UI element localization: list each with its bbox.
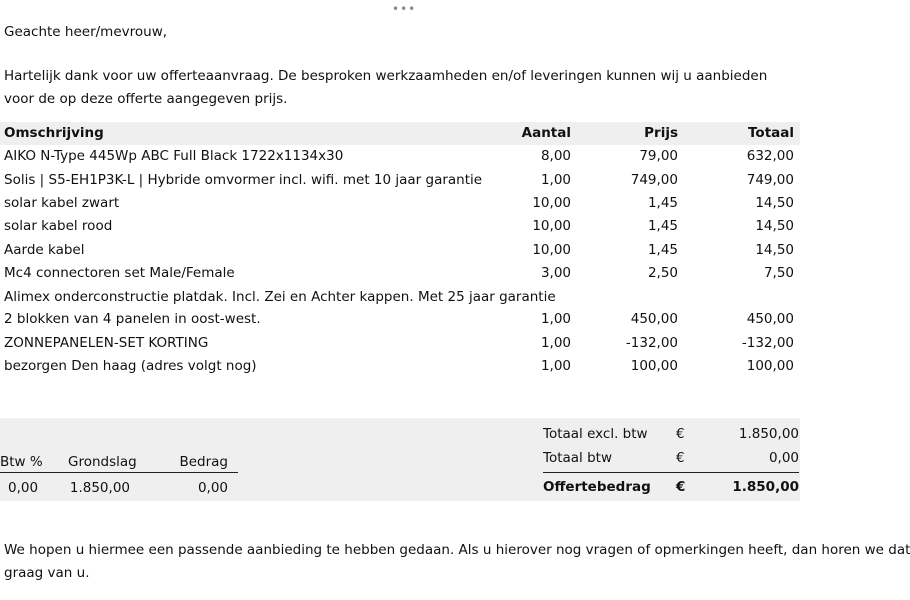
total-excl-vat-label: Totaal excl. btw — [543, 426, 648, 442]
vat-base: 1.850,00 — [69, 480, 130, 496]
table-row — [0, 169, 800, 192]
row-description: Solis | S5-EH1P3K-L | Hybride omvormer incl. wifi. met 10 jaar garantie — [4, 172, 483, 188]
currency-symbol: € — [676, 450, 685, 466]
table-row — [0, 192, 800, 215]
offer-amount-value: 1.850,00 — [732, 479, 799, 495]
row-description: Alimex onderconstructie platdak. Incl. Zei en Achter kappen. Met 25 jaar garantie — [4, 289, 556, 305]
currency-symbol: € — [676, 479, 686, 495]
row-quantity: 1,00 — [540, 172, 571, 188]
row-price: -132,00 — [625, 335, 678, 351]
row-description: solar kabel zwart — [4, 195, 120, 211]
row-price: 1,45 — [647, 218, 678, 234]
total-vat-value: 0,00 — [768, 450, 799, 466]
header-total: Totaal — [748, 125, 794, 141]
row-price: 749,00 — [630, 172, 678, 188]
row-description: solar kabel rood — [4, 218, 113, 234]
greeting: Geachte heer/mevrouw, — [4, 24, 168, 40]
table-row — [0, 332, 800, 355]
row-total: 100,00 — [746, 358, 794, 374]
total-excl-vat — [543, 426, 799, 448]
row-description: AIKO N-Type 445Wp ABC Full Black 1722x1134x30 — [4, 148, 344, 164]
intro-text: Hartelijk dank voor uw offerteaanvraag. De besproken werkzaamheden en/of leveringen kunnen wij u aanbieden voor de op deze offerte aangegeven prijs. — [4, 68, 768, 107]
row-price: 450,00 — [630, 311, 678, 327]
table-row — [0, 262, 800, 285]
row-total: 14,50 — [755, 218, 794, 234]
vat-header-percent: Btw % — [0, 454, 43, 470]
header-price: Prijs — [644, 125, 678, 141]
table-row — [0, 215, 800, 238]
row-price: 1,45 — [647, 242, 678, 258]
totals-divider — [543, 472, 799, 473]
vat-table-header — [0, 452, 238, 473]
table-row — [0, 239, 800, 262]
vat-header-base: Grondslag — [68, 454, 137, 470]
more-icon[interactable]: ••• — [392, 2, 417, 16]
header-quantity: Aantal — [521, 125, 571, 141]
row-quantity: 10,00 — [532, 195, 571, 211]
row-price: 100,00 — [630, 358, 678, 374]
table-row — [0, 355, 800, 378]
vat-header-amount: Bedrag — [179, 454, 228, 470]
row-quantity: 3,00 — [540, 265, 571, 281]
header-description: Omschrijving — [4, 125, 104, 141]
row-price: 79,00 — [639, 148, 678, 164]
closing-line-1: We hopen u hiermee een passende aanbieding te hebben gedaan. Als u hierover nog vragen of opmerkingen heeft, dan horen we dat — [4, 542, 910, 558]
row-total: 632,00 — [746, 148, 794, 164]
row-total: 749,00 — [746, 172, 794, 188]
row-quantity: 1,00 — [540, 311, 571, 327]
currency-symbol: € — [676, 426, 685, 442]
items-table-header — [0, 122, 800, 145]
row-total: 14,50 — [755, 242, 794, 258]
table-row — [0, 145, 800, 168]
closing-text — [4, 539, 910, 585]
row-quantity: 8,00 — [540, 148, 571, 164]
row-price: 1,45 — [647, 195, 678, 211]
row-description: 2 blokken van 4 panelen in oost-west. — [4, 311, 261, 327]
row-price: 2,50 — [647, 265, 678, 281]
row-quantity: 10,00 — [532, 218, 571, 234]
table-row — [0, 286, 800, 309]
table-row — [0, 308, 800, 331]
total-vat-label: Totaal btw — [543, 450, 612, 466]
offer-amount-label: Offertebedrag — [543, 479, 651, 495]
vat-amount: 0,00 — [197, 480, 228, 496]
offer-amount — [543, 479, 799, 501]
row-total: 14,50 — [755, 195, 794, 211]
row-quantity: 1,00 — [540, 358, 571, 374]
row-total: -132,00 — [741, 335, 794, 351]
row-description: ZONNEPANELEN-SET KORTING — [4, 335, 209, 351]
closing-line-2: graag van u. — [4, 565, 90, 581]
row-total: 7,50 — [763, 265, 794, 281]
vat-percent: 0,00 — [8, 480, 39, 496]
total-excl-vat-value: 1.850,00 — [738, 426, 799, 442]
row-description: Mc4 connectoren set Male/Female — [4, 265, 235, 281]
row-description: Aarde kabel — [4, 242, 85, 258]
row-description: bezorgen Den haag (adres volgt nog) — [4, 358, 257, 374]
row-total: 450,00 — [746, 311, 794, 327]
total-vat — [543, 450, 799, 472]
row-quantity: 1,00 — [540, 335, 571, 351]
row-quantity: 10,00 — [532, 242, 571, 258]
